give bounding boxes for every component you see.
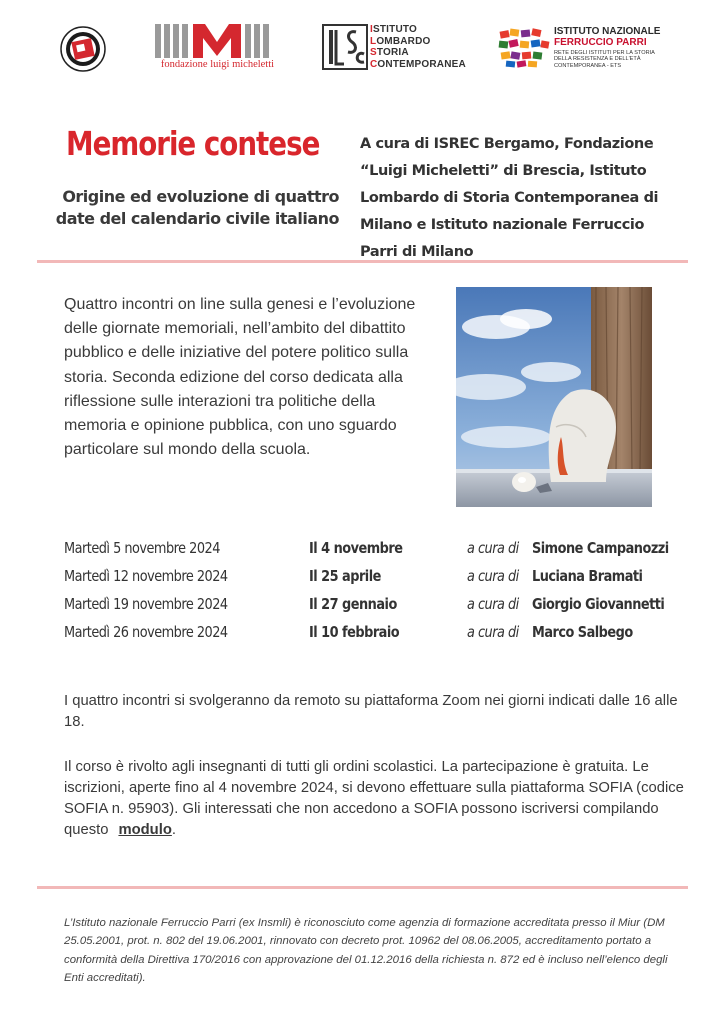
intro-paragraph: Quattro incontri on line sulla genesi e l’evoluzione delle giornate memoriali, nell’ambito del dibattito pubblico e delle iniziative del potere politico sulla storia. Seconda edizione del corso dedicata alla riflessione sulle interazioni tra politiche della memoria e opinione pubblica, con uno sguardo particolare sul mondo della scuola.	[64, 296, 416, 459]
accreditation-note: L’Istituto nazionale Ferruccio Parri (ex Insmli) è riconosciuto come agenzia di formazione accreditata presso il Miur (DM 25.05.2001, prot. n. 802 del 19.06.2001, rinnovato con decreto prot. 10962 del 08.06.2005, accreditamento portato a conformità della Direttiva 170/2016 con approvazione del 01.12.2016 della richiesta n. 872 ed è incluso nell’elenco degli Enti accreditati).	[64, 917, 668, 985]
schedule-topic: Il 10 febbraio	[309, 623, 400, 641]
divider-bottom	[37, 886, 688, 889]
schedule-row	[64, 623, 684, 647]
logo-bar	[60, 22, 690, 76]
schedule-date: Martedì 26 novembre 2024	[64, 623, 228, 641]
curators-text: A cura di ISREC Bergamo, Fondazione “Luigi Micheletti” di Brescia, Istituto Lombardo di Storia Contemporanea di Milano e Istituto nazionale Ferruccio Parri di Milano	[360, 136, 659, 260]
page-subtitle: Origine ed evoluzione di quattro date del calendario civile italiano	[55, 187, 339, 228]
modulo-link[interactable]: modulo	[118, 822, 172, 838]
schedule-topic: Il 4 novembre	[309, 539, 403, 557]
ilsc-logo-icon	[322, 22, 482, 74]
fondazione-micheletti-logo-icon	[155, 24, 280, 72]
schedule-speaker: Luciana Bramati	[532, 567, 643, 585]
schedule-date: Martedì 5 novembre 2024	[64, 539, 220, 557]
enrollment-text: Il corso è rivolto agli insegnanti di tutti gli ordini scolastici. La partecipazione è gratuita. Le iscrizioni, aperte fino al 4 novembre 2024, si devono effettuare sulla piattaforma SOFIA (codice SOFIA n. 95903). Gli interessati che non accedono a SOFIA possono iscriversi compilando questo	[64, 759, 684, 838]
schedule-cura-label: a cura di	[467, 539, 519, 557]
schedule-speaker: Giorgio Giovannetti	[532, 595, 665, 613]
divider-top	[37, 260, 688, 263]
page-title: Memorie contese	[66, 124, 320, 163]
schedule-row	[64, 567, 684, 591]
parri-logo-icon	[498, 24, 690, 74]
schedule-topic: Il 27 gennaio	[309, 595, 397, 613]
info-paragraph-zoom: I quattro incontri si svolgeranno da remoto su piattaforma Zoom nei giorni indicati dalle 16 alle 18.	[64, 693, 678, 730]
parri-logo-line1: ISTITUTO NAZIONALE	[554, 26, 661, 37]
surrealist-painting-image	[456, 287, 652, 507]
schedule-speaker: Simone Campanozzi	[532, 539, 669, 557]
schedule-date: Martedì 12 novembre 2024	[64, 567, 228, 585]
isrec-logo-icon	[60, 26, 106, 72]
schedule-speaker: Marco Salbego	[532, 623, 633, 641]
schedule-cura-label: a cura di	[467, 567, 519, 585]
schedule-cura-label: a cura di	[467, 595, 519, 613]
info-paragraph-enrollment	[64, 757, 684, 841]
ilsc-logo-text: ISTITUTO LOMBARDO STORIA CONTEMPORANEA	[370, 24, 466, 70]
schedule-cura-label: a cura di	[467, 623, 519, 641]
enrollment-suffix: .	[171, 822, 176, 838]
schedule-date: Martedì 19 novembre 2024	[64, 595, 228, 613]
schedule-topic: Il 25 aprile	[309, 567, 381, 585]
schedule-row	[64, 539, 684, 563]
fondazione-logo-text: fondazione luigi micheletti	[160, 59, 275, 70]
schedule-row	[64, 595, 684, 619]
parri-logo-subtitle: RETE DEGLI ISTITUTI PER LA STORIA DELLA RESISTENZA E DELL'ETÀ CONTEMPORANEA - ETS	[554, 50, 655, 69]
parri-logo-line2: FERRUCCIO PARRI	[554, 37, 647, 48]
